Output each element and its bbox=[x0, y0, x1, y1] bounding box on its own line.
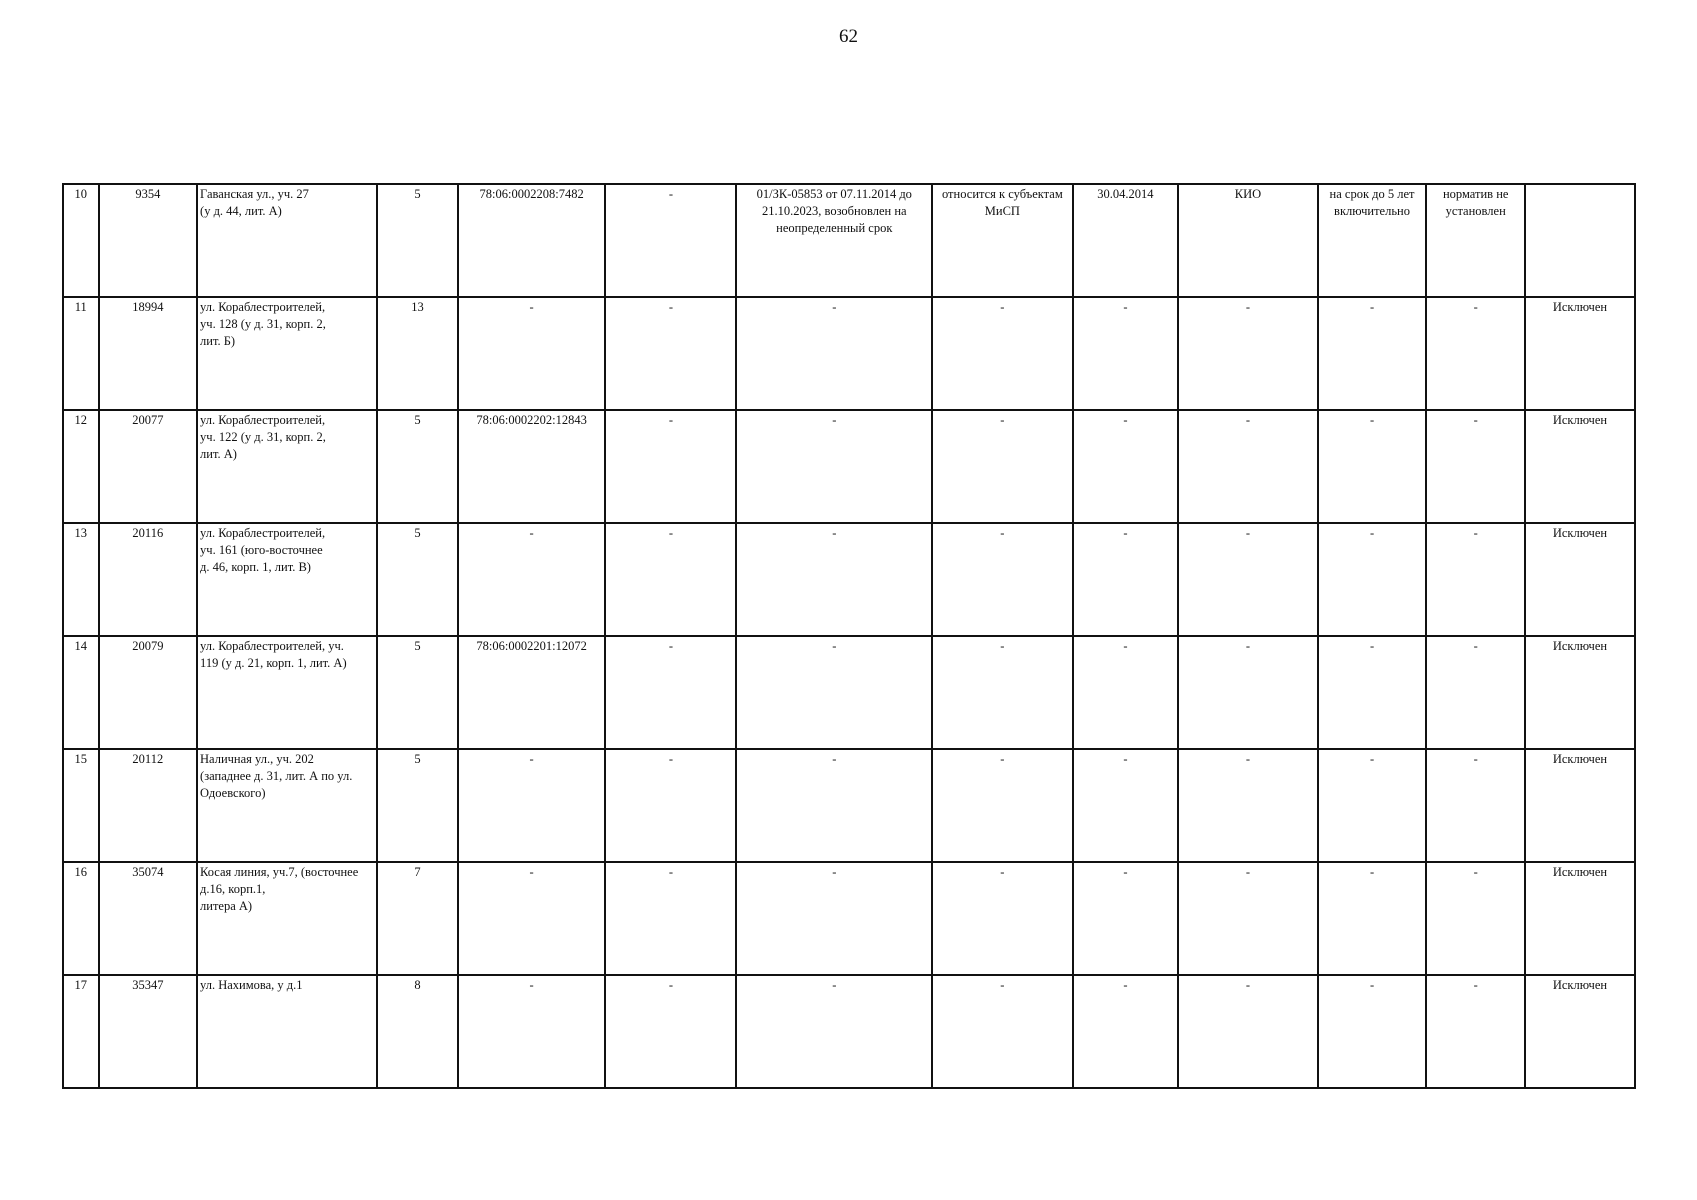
address-cell: ул. Кораблестроителей, уч. 122 (у д. 31, корп. 2, лит. А) bbox=[197, 410, 377, 523]
norm-cell: - bbox=[1426, 297, 1524, 410]
status-cell: Исключен bbox=[1525, 410, 1635, 523]
norm-cell: - bbox=[1426, 862, 1524, 975]
places-cell: 5 bbox=[377, 749, 458, 862]
address-cell: Наличная ул., уч. 202 (западнее д. 31, лит. А по ул. Одоевского) bbox=[197, 749, 377, 862]
object-id-cell: 20079 bbox=[99, 636, 197, 749]
table-row bbox=[63, 523, 1635, 636]
object-id-cell: 20112 bbox=[99, 749, 197, 862]
norm-cell: - bbox=[1426, 636, 1524, 749]
cadastral-number-cell: - bbox=[458, 749, 606, 862]
table-row bbox=[63, 636, 1635, 749]
page-number: 62 bbox=[839, 26, 858, 47]
date-cell: - bbox=[1073, 297, 1179, 410]
places-cell: 5 bbox=[377, 184, 458, 297]
cadastral-number-cell: - bbox=[458, 297, 606, 410]
category-cell: - bbox=[932, 862, 1072, 975]
term-cell: - bbox=[1318, 862, 1427, 975]
cadastral-number-cell: - bbox=[458, 975, 606, 1088]
norm-cell: - bbox=[1426, 749, 1524, 862]
status-cell: Исключен bbox=[1525, 975, 1635, 1088]
table-row bbox=[63, 749, 1635, 862]
cadastral-number-cell: 78:06:0002201:12072 bbox=[458, 636, 606, 749]
cadastral-number-cell: 78:06:0002208:7482 bbox=[458, 184, 606, 297]
table-row bbox=[63, 975, 1635, 1088]
contract-cell: - bbox=[736, 749, 932, 862]
places-cell: 5 bbox=[377, 410, 458, 523]
status-cell: Исключен bbox=[1525, 636, 1635, 749]
places-cell: 7 bbox=[377, 862, 458, 975]
category-cell: - bbox=[932, 523, 1072, 636]
row-number-cell: 16 bbox=[63, 862, 99, 975]
date-cell: - bbox=[1073, 975, 1179, 1088]
term-cell: - bbox=[1318, 636, 1427, 749]
places-cell: 13 bbox=[377, 297, 458, 410]
category-cell: - bbox=[932, 297, 1072, 410]
term-cell: - bbox=[1318, 975, 1427, 1088]
status-cell: Исключен bbox=[1525, 749, 1635, 862]
object-id-cell: 18994 bbox=[99, 297, 197, 410]
category-cell: - bbox=[932, 636, 1072, 749]
address-cell: ул. Кораблестроителей, уч. 119 (у д. 21, корп. 1, лит. А) bbox=[197, 636, 377, 749]
row-number-cell: 15 bbox=[63, 749, 99, 862]
row-number-cell: 14 bbox=[63, 636, 99, 749]
places-cell: 8 bbox=[377, 975, 458, 1088]
norm-cell: норматив не установлен bbox=[1426, 184, 1524, 297]
row-number-cell: 13 bbox=[63, 523, 99, 636]
date-cell: - bbox=[1073, 636, 1179, 749]
organization-cell: - bbox=[1178, 975, 1317, 1088]
term-cell: - bbox=[1318, 297, 1427, 410]
cadastral-number-cell: - bbox=[458, 862, 606, 975]
column-6-cell: - bbox=[605, 184, 736, 297]
object-id-cell: 20077 bbox=[99, 410, 197, 523]
date-cell: - bbox=[1073, 410, 1179, 523]
address-cell: Косая линия, уч.7, (восточнее д.16, корп.1, литера А) bbox=[197, 862, 377, 975]
status-cell bbox=[1525, 184, 1635, 297]
contract-cell: - bbox=[736, 636, 932, 749]
object-id-cell: 20116 bbox=[99, 523, 197, 636]
row-number-cell: 11 bbox=[63, 297, 99, 410]
table-row bbox=[63, 410, 1635, 523]
term-cell: - bbox=[1318, 749, 1427, 862]
contract-cell: 01/ЗК-05853 от 07.11.2014 до 21.10.2023, возобновлен на неопределенный срок bbox=[736, 184, 932, 297]
contract-cell: - bbox=[736, 862, 932, 975]
address-cell: ул. Нахимова, у д.1 bbox=[197, 975, 377, 1088]
term-cell: - bbox=[1318, 523, 1427, 636]
address-cell: ул. Кораблестроителей, уч. 128 (у д. 31, корп. 2, лит. Б) bbox=[197, 297, 377, 410]
term-cell: - bbox=[1318, 410, 1427, 523]
places-cell: 5 bbox=[377, 523, 458, 636]
organization-cell: - bbox=[1178, 636, 1317, 749]
row-number-cell: 10 bbox=[63, 184, 99, 297]
organization-cell: - bbox=[1178, 862, 1317, 975]
organization-cell: - bbox=[1178, 410, 1317, 523]
contract-cell: - bbox=[736, 410, 932, 523]
column-6-cell: - bbox=[605, 975, 736, 1088]
object-id-cell: 35074 bbox=[99, 862, 197, 975]
table-row bbox=[63, 862, 1635, 975]
norm-cell: - bbox=[1426, 410, 1524, 523]
date-cell: - bbox=[1073, 523, 1179, 636]
category-cell: относится к субъектам МиСП bbox=[932, 184, 1072, 297]
address-cell: ул. Кораблестроителей, уч. 161 (юго-восточнее д. 46, корп. 1, лит. В) bbox=[197, 523, 377, 636]
object-id-cell: 9354 bbox=[99, 184, 197, 297]
status-cell: Исключен bbox=[1525, 862, 1635, 975]
contract-cell: - bbox=[736, 523, 932, 636]
organization-cell: - bbox=[1178, 749, 1317, 862]
row-number-cell: 17 bbox=[63, 975, 99, 1088]
norm-cell: - bbox=[1426, 523, 1524, 636]
category-cell: - bbox=[932, 749, 1072, 862]
category-cell: - bbox=[932, 975, 1072, 1088]
organization-cell: - bbox=[1178, 523, 1317, 636]
column-6-cell: - bbox=[605, 749, 736, 862]
column-6-cell: - bbox=[605, 410, 736, 523]
status-cell: Исключен bbox=[1525, 297, 1635, 410]
cadastral-number-cell: 78:06:0002202:12843 bbox=[458, 410, 606, 523]
object-id-cell: 35347 bbox=[99, 975, 197, 1088]
places-cell: 5 bbox=[377, 636, 458, 749]
cadastral-number-cell: - bbox=[458, 523, 606, 636]
organization-cell: КИО bbox=[1178, 184, 1317, 297]
status-cell: Исключен bbox=[1525, 523, 1635, 636]
registry-table bbox=[62, 183, 1636, 1089]
column-6-cell: - bbox=[605, 523, 736, 636]
organization-cell: - bbox=[1178, 297, 1317, 410]
date-cell: 30.04.2014 bbox=[1073, 184, 1179, 297]
date-cell: - bbox=[1073, 862, 1179, 975]
norm-cell: - bbox=[1426, 975, 1524, 1088]
date-cell: - bbox=[1073, 749, 1179, 862]
column-6-cell: - bbox=[605, 862, 736, 975]
column-6-cell: - bbox=[605, 297, 736, 410]
column-6-cell: - bbox=[605, 636, 736, 749]
term-cell: на срок до 5 лет включительно bbox=[1318, 184, 1427, 297]
address-cell: Гаванская ул., уч. 27 (у д. 44, лит. А) bbox=[197, 184, 377, 297]
row-number-cell: 12 bbox=[63, 410, 99, 523]
table-row bbox=[63, 184, 1635, 297]
contract-cell: - bbox=[736, 975, 932, 1088]
contract-cell: - bbox=[736, 297, 932, 410]
table-row bbox=[63, 297, 1635, 410]
category-cell: - bbox=[932, 410, 1072, 523]
table-body bbox=[63, 184, 1635, 1088]
